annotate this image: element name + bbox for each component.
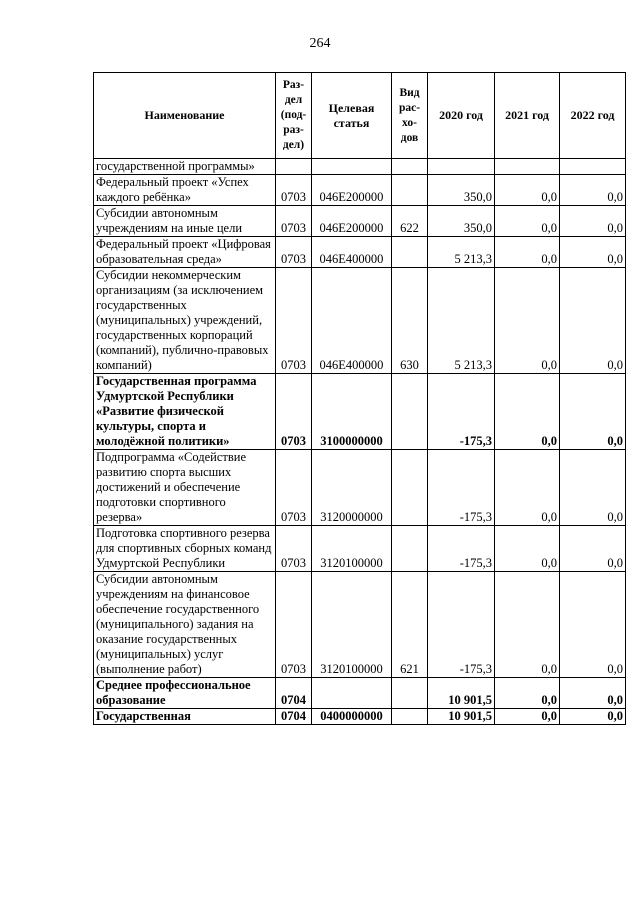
cell-category: 3120000000 [312,450,392,526]
cell-y2021: 0,0 [495,374,560,450]
cell-y2022: 0,0 [560,175,626,206]
cell-expense [392,175,428,206]
budget-table [93,72,626,725]
header-section: Раз- дел (под- раз- дел) [276,73,312,159]
header-category: Целевая статья [312,73,392,159]
cell-name: Подготовка спортивного резерва для спортивных сборных команд Удмуртской Республики [94,526,276,572]
cell-name: Среднее профессиональное образование [94,678,276,709]
cell-category: 046E200000 [312,175,392,206]
cell-section: 0703 [276,237,312,268]
cell-expense [392,678,428,709]
table-row [94,374,626,450]
cell-y2022: 0,0 [560,268,626,374]
cell-name: Государственная [94,709,276,725]
cell-category: 3120100000 [312,526,392,572]
table-row [94,237,626,268]
cell-y2021: 0,0 [495,175,560,206]
cell-category: 046E400000 [312,268,392,374]
cell-name: Субсидии автономным учреждениям на финансовое обеспечение государственного (муниципального) задания на оказание государственных (муниципальных) услуг (выполнение работ) [94,572,276,678]
cell-expense [392,374,428,450]
cell-section: 0703 [276,450,312,526]
cell-y2022: 0,0 [560,450,626,526]
cell-y2020: -175,3 [428,526,495,572]
table-row [94,709,626,725]
cell-expense: 621 [392,572,428,678]
cell-y2022 [560,159,626,175]
cell-y2020 [428,159,495,175]
cell-y2021: 0,0 [495,678,560,709]
header-2021: 2021 год [495,73,560,159]
cell-section [276,159,312,175]
table-row [94,175,626,206]
cell-y2020: 5 213,3 [428,237,495,268]
cell-y2020: 5 213,3 [428,268,495,374]
table-body [94,159,626,725]
cell-y2020: -175,3 [428,450,495,526]
cell-y2021 [495,159,560,175]
cell-expense: 630 [392,268,428,374]
cell-y2020: 350,0 [428,206,495,237]
cell-y2021: 0,0 [495,709,560,725]
cell-y2021: 0,0 [495,237,560,268]
cell-name: государственной программы» [94,159,276,175]
cell-section: 0703 [276,175,312,206]
cell-y2021: 0,0 [495,572,560,678]
cell-name: Государственная программа Удмуртской Республики «Развитие физической культуры, спорта и молодёжной политики» [94,374,276,450]
table-row [94,159,626,175]
table-row [94,526,626,572]
cell-section: 0703 [276,206,312,237]
page-number: 264 [309,36,331,51]
cell-category: 3100000000 [312,374,392,450]
cell-y2020: 10 901,5 [428,709,495,725]
cell-y2020: -175,3 [428,572,495,678]
cell-y2021: 0,0 [495,526,560,572]
cell-name: Федеральный проект «Цифровая образовательная среда» [94,237,276,268]
cell-y2020: 10 901,5 [428,678,495,709]
table-row [94,450,626,526]
cell-y2021: 0,0 [495,450,560,526]
cell-y2022: 0,0 [560,237,626,268]
cell-y2022: 0,0 [560,374,626,450]
cell-expense [392,526,428,572]
cell-y2022: 0,0 [560,526,626,572]
cell-y2021: 0,0 [495,268,560,374]
cell-category [312,678,392,709]
cell-y2022: 0,0 [560,709,626,725]
cell-y2020: -175,3 [428,374,495,450]
cell-expense [392,450,428,526]
cell-y2021: 0,0 [495,206,560,237]
table-header-row [94,73,626,159]
cell-category: 046E200000 [312,206,392,237]
header-2020: 2020 год [428,73,495,159]
cell-expense [392,159,428,175]
cell-expense: 622 [392,206,428,237]
cell-name: Субсидии автономным учреждениям на иные цели [94,206,276,237]
cell-category: 046E400000 [312,237,392,268]
cell-section: 0704 [276,709,312,725]
cell-name: Субсидии некоммерческим организациям (за исключением государственных (муниципальных) учреждений, государственных корпораций (компаний), публично-правовых компаний) [94,268,276,374]
cell-expense [392,237,428,268]
table-row [94,268,626,374]
header-expense: Вид рас- хо- дов [392,73,428,159]
cell-section: 0703 [276,526,312,572]
cell-name: Федеральный проект «Успех каждого ребёнка» [94,175,276,206]
header-name: Наименование [94,73,276,159]
cell-category: 3120100000 [312,572,392,678]
cell-category: 0400000000 [312,709,392,725]
table-row [94,572,626,678]
table-row [94,206,626,237]
cell-section: 0703 [276,374,312,450]
cell-section: 0703 [276,572,312,678]
cell-category [312,159,392,175]
cell-expense [392,709,428,725]
cell-y2022: 0,0 [560,206,626,237]
cell-y2022: 0,0 [560,572,626,678]
header-2022: 2022 год [560,73,626,159]
cell-y2020: 350,0 [428,175,495,206]
cell-section: 0703 [276,268,312,374]
cell-section: 0704 [276,678,312,709]
cell-y2022: 0,0 [560,678,626,709]
table-row [94,678,626,709]
cell-name: Подпрограмма «Содействие развитию спорта высших достижений и обеспечение подготовки спортивного резерва» [94,450,276,526]
